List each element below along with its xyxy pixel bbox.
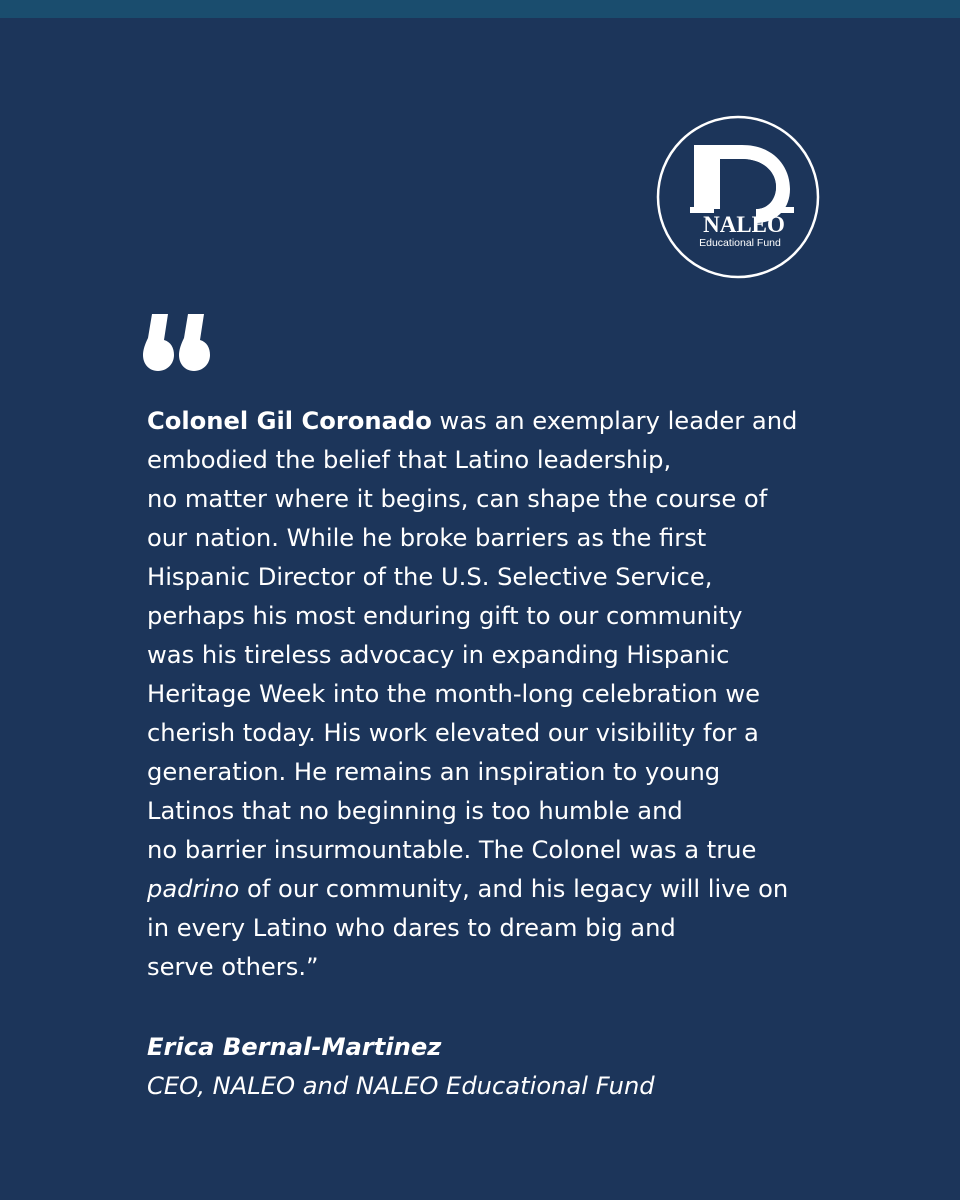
naleo-logo bbox=[656, 115, 820, 279]
quote-attribution bbox=[147, 1028, 887, 1106]
quote-line: embodied the belief that Latino leadership, bbox=[147, 446, 672, 474]
quote-line: in every Latino who dares to dream big and bbox=[147, 914, 676, 942]
quote-line: no matter where it begins, can shape the course of bbox=[147, 485, 768, 513]
author-title: CEO, NALEO and NALEO Educational Fund bbox=[147, 1072, 655, 1100]
quote-line: was his tireless advocacy in expanding Hispanic bbox=[147, 641, 730, 669]
quote-line: no barrier insurmountable. The Colonel was a true bbox=[147, 836, 757, 864]
quote-italic-word: padrino bbox=[147, 875, 240, 903]
quote-line: our nation. While he broke barriers as the first bbox=[147, 524, 707, 552]
quote-line bbox=[147, 402, 887, 441]
quote-mark-icon bbox=[142, 314, 210, 372]
quote-line-text: of our community, and his legacy will live on bbox=[239, 875, 789, 903]
logo-subtitle: Educational Fund bbox=[699, 237, 781, 249]
top-accent-strip bbox=[0, 0, 960, 18]
naleo-logo-emblem bbox=[656, 115, 820, 279]
quote-line: Hispanic Director of the U.S. Selective Service, bbox=[147, 563, 713, 591]
logo-wordmark: NALEO bbox=[703, 212, 785, 237]
quote-line: Heritage Week into the month-long celebration we bbox=[147, 680, 761, 708]
quote-line: Latinos that no beginning is too humble and bbox=[147, 797, 683, 825]
quote-line: serve others.” bbox=[147, 953, 319, 981]
quote-line: cherish today. His work elevated our visibility for a bbox=[147, 719, 759, 747]
author-name: Erica Bernal-Martinez bbox=[147, 1033, 442, 1061]
quote-line: generation. He remains an inspiration to young bbox=[147, 758, 721, 786]
quote-text bbox=[147, 402, 887, 987]
quote-line bbox=[147, 870, 887, 909]
quote-line-text: was an exemplary leader and bbox=[431, 407, 798, 435]
quote-line: perhaps his most enduring gift to our community bbox=[147, 602, 743, 630]
quote-subject-name: Colonel Gil Coronado bbox=[147, 407, 432, 435]
